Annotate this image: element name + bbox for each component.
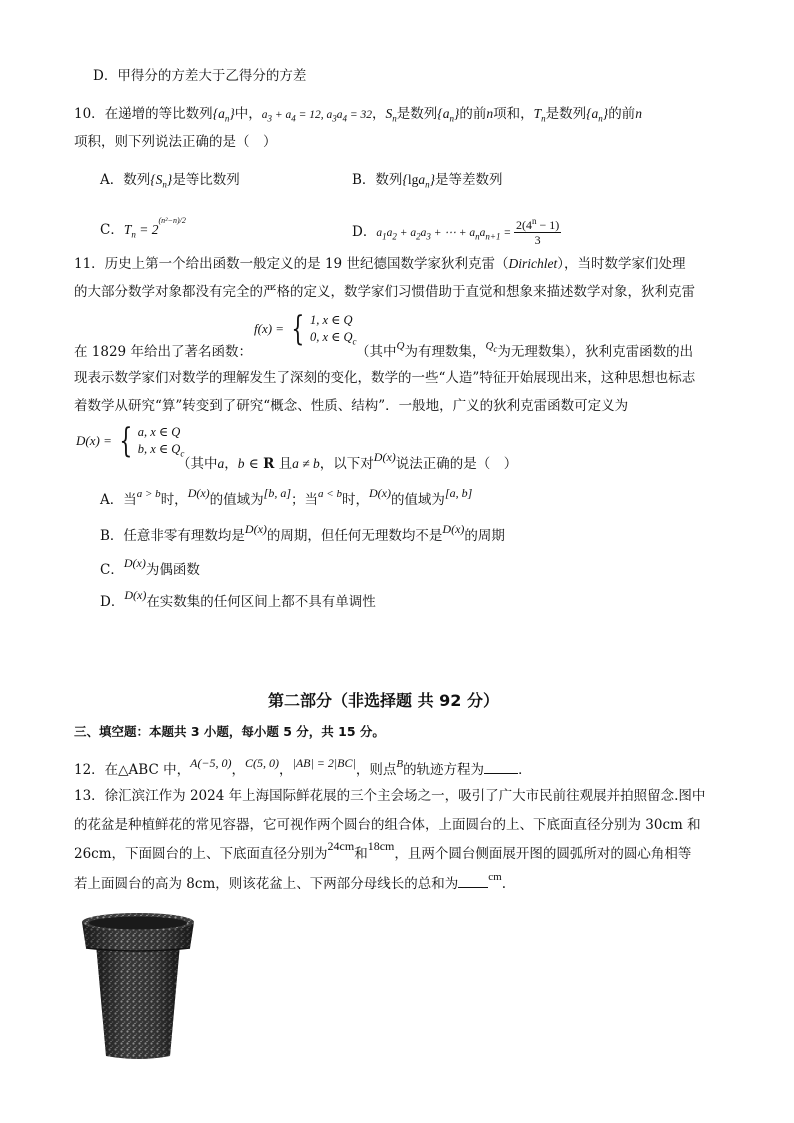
q11-option-a: A．当$^{a > b}$时，$^{D(x)}$的值域为[b, a]；当$^{a < b}$时，$^{D(x)}$的值域为[a, b]	[100, 485, 473, 508]
q11-stem-line4: 现表示数学家们对数学的理解发生了深刻的变化，数学的一些“人造”特征开始展现出来，这种思想也标志	[74, 370, 696, 386]
flower-pot-image	[78, 910, 198, 1062]
section3-heading: 三、填空题：本题共 3 小题，每小题 5 分，共 15 分。	[74, 724, 385, 739]
q10-stem-line2: 项积，则下列说法正确的是（ ）	[74, 134, 277, 150]
answer-blank[interactable]	[484, 761, 518, 774]
q11-stem-line1: 11．历史上第一个给出函数一般定义的是 19 世纪德国数学家狄利克雷（Dirichlet），当时数学家们处理	[74, 256, 686, 272]
answer-blank[interactable]	[458, 875, 488, 888]
q13-stem-line4: 若上面圆台的高为 8cm，则该花盆上、下两部分母线长的总和为 $^{cm}$.	[74, 870, 506, 892]
q10-option-d: D．$a_1a_2 + a_2a_3$ + ⋯ + $a_na_{n+1}$ = $\frac{2(4^n - 1)}{3}$	[352, 216, 560, 247]
q11-stem-line3-head: 在 1829 年给出了著名函数：	[74, 344, 252, 360]
q10-stem-line1: 10．在递增的等比数列$\{a_n\}$中，$a_3 + a_4 = 12$, $a_3a_4 = 32$，$S_n$是数列$\{a_n\}$的前n项和，$T_n$是数列$\{a_n\}$的前n	[74, 106, 642, 124]
dirichlet-function-definition: f(x) = { 1, x ∈ Q 0, x ∈ $Q_c$	[254, 309, 357, 349]
q11-option-b: B．任意非零有理数均是$^{D(x)}$的周期，但任何无理数均不是$^{D(x)}$的周期	[100, 521, 505, 544]
q11-option-d: D．$^{D(x)}$在实数集的任何区间上都不具有单调性	[100, 587, 376, 610]
generalized-definition-tail: （其中a，b ∈ R 且a ≠ b，以下对$^{D(x)}$说法正确的是（ ）	[177, 449, 518, 472]
q11-stem-line5: 着数学从研究“算”转变到了研究“概念、性质、结构”．一般地，广义的狄利克雷函数可定义为	[74, 398, 629, 414]
q11-option-c: C．$^{D(x)}$为偶函数	[100, 555, 200, 578]
q13-stem-line1: 13．徐汇滨江作为 2024 年上海国际鲜花展的三个主会场之一，吸引了广大市民前往观展并拍照留念.图中	[74, 788, 706, 804]
q11-stem-line2: 的大部分数学对象都没有完全的严格的定义，数学家们习惯借助于直觉和想象来描述数学对象，狄利克雷	[74, 284, 695, 300]
q11-stem-line3-tail: （其中$^Q$为有理数集，$^{Q_c}$为无理数集），狄利克雷函数的出	[356, 339, 694, 360]
q12-stem: 12．在△ABC 中，$^{A(-5, 0)}$，$^{C(5, 0)}$，$^{|AB| = 2|BC|}$，则点$^B$的轨迹方程为 ．	[74, 755, 532, 778]
q9-option-d: D．甲得分的方差大于乙得分的方差	[93, 68, 307, 84]
part2-title: 第二部分（非选择题 共 92 分）	[268, 691, 499, 710]
q10-option-a: A．数列$\{S_n\}$是等比数列	[100, 172, 240, 190]
q13-stem-line3: 26cm，下面圆台的上、下底面直径分别为$^{24cm}$和$^{18cm}$，且两个圆台侧面展开图的圆弧所对的圆心角相等	[74, 838, 692, 862]
q10-option-b: B．数列{lga$_n$}是等差数列	[352, 172, 503, 190]
generalized-dirichlet-definition: D(x) = { a, x ∈ Q b, x ∈ $Q_c$	[76, 421, 185, 461]
q10-option-c: C．$T_n = 2^{(n^2-n)/2}$	[100, 215, 186, 240]
q13-stem-line2: 的花盆是种植鲜花的常见容器，它可视作两个圆台的组合体，上面圆台的上、下底面直径分别为 30cm 和	[74, 817, 701, 833]
